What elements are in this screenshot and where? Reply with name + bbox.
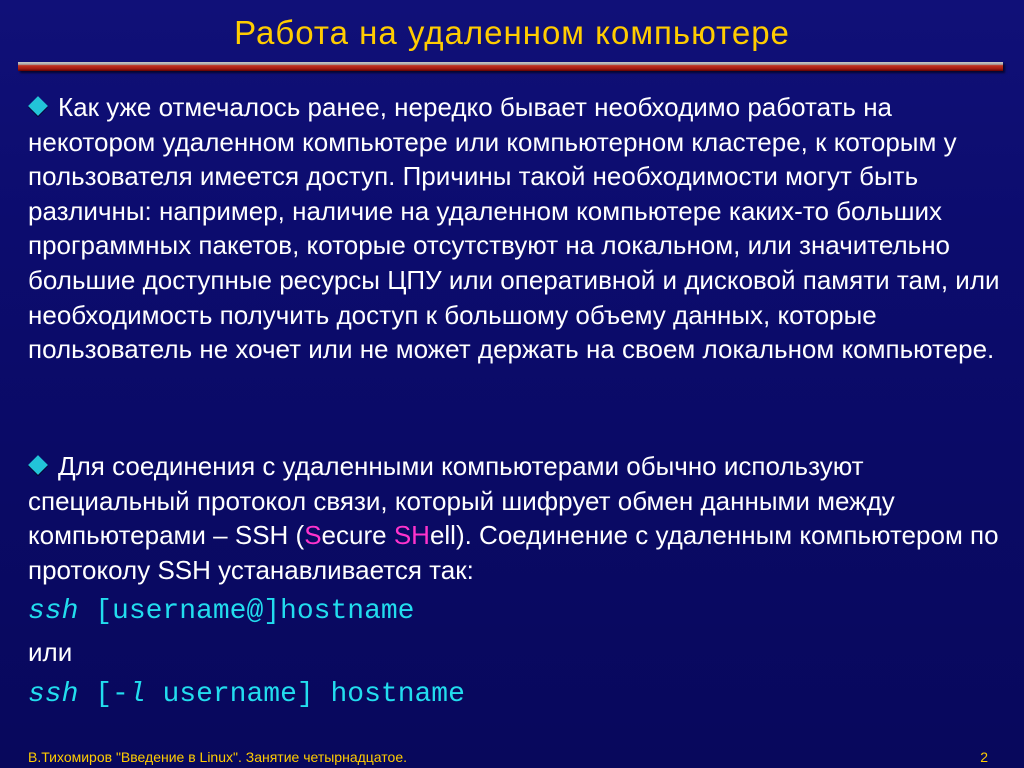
ssh-acronym-shell-rest: ell (429, 520, 456, 551)
ssh-command-args: username] hostname (145, 679, 465, 710)
diamond-bullet-icon (28, 455, 48, 475)
ssh-flag-l: l (128, 679, 146, 710)
slide-title: Работа на удаленном компьютере (234, 14, 790, 51)
ssh-acronym-sh: SH (393, 520, 430, 551)
ssh-command-syntax-1 (28, 596, 414, 627)
ssh-bracket-open: [- (78, 679, 129, 710)
paragraph-ssh-text-end: ). Соединение с удаленным компьютером по протоколу SSH устанавливается так: (28, 520, 999, 585)
or-separator: или (28, 637, 73, 667)
paragraph-ssh-text-start: Для соединения с удаленными компьютерами обычно используют специальный протокол связи, который шифрует обмен данными между компьютерами – SSH ( (28, 451, 895, 551)
paragraph-ssh (28, 449, 1003, 587)
footer-text: В.Тихомиров "Введение в Linux". Занятие четырнадцатое. (28, 749, 407, 765)
paragraph-reasons (28, 90, 1003, 367)
ssh-acronym-secure-rest: ecure (321, 520, 394, 551)
paragraph-reasons-text: Как уже отмечалось ранее, нередко бывает необходимо работать на некотором удаленном компьютере или компьютерном кластере, к которым у пользователя имеется доступ. Причины такой необходимости могут быть различны: например, наличие на удаленном компьютере каких-то больших программных пакетов, которые отсутствуют на локальном, или значительно большие доступные ресурсы ЦПУ или оперативной и дисковой памяти там, или необходимость получить доступ к большому объему данных, которые пользователь не хочет или не может держать на своем локальном компьютере. (28, 92, 1000, 365)
ssh-command-args: [username@]hostname (78, 596, 415, 627)
ssh-command-name: ssh (28, 596, 79, 627)
ssh-acronym-s: S (304, 520, 322, 551)
title-divider (18, 62, 1003, 71)
ssh-command-syntax-2 (28, 679, 465, 710)
ssh-command-name: ssh (28, 679, 79, 710)
page-number: 2 (980, 749, 988, 765)
diamond-bullet-icon (28, 96, 48, 116)
